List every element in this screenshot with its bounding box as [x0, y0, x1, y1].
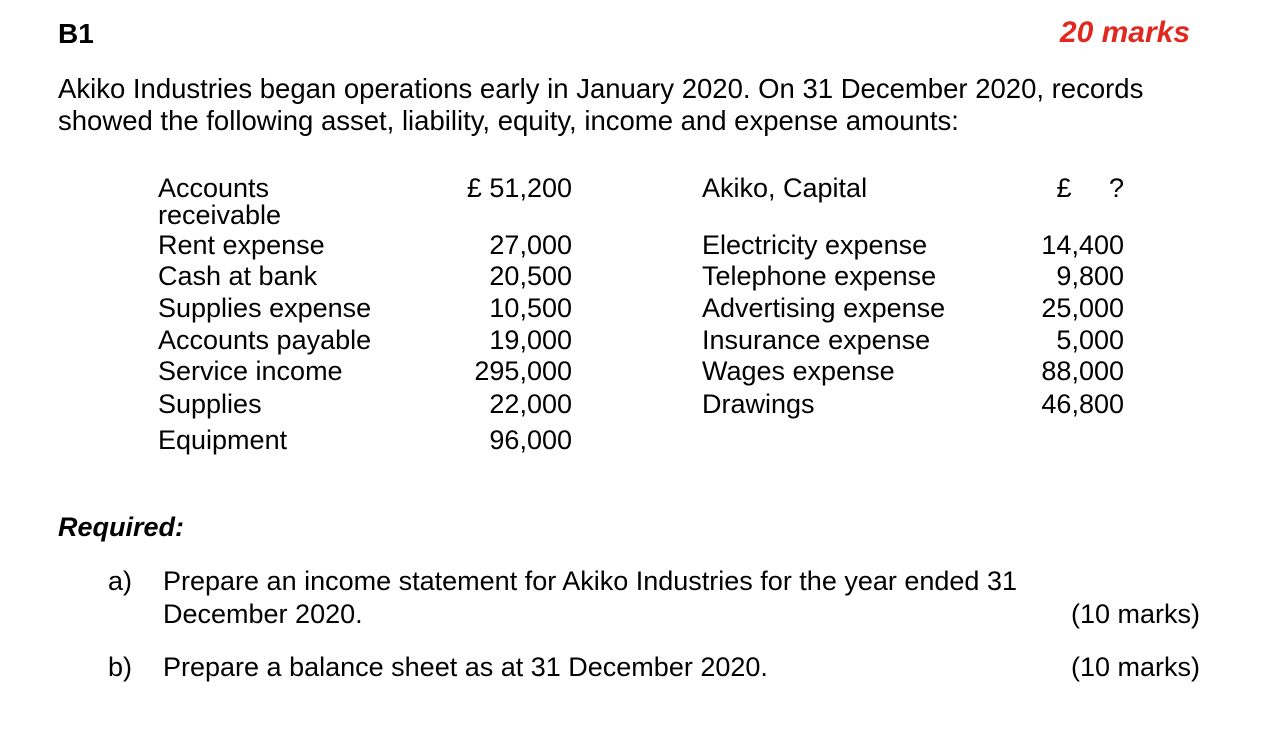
account-value: 10,500	[489, 293, 572, 323]
account-value: 5,000	[1056, 325, 1124, 355]
question-number: B1	[58, 18, 94, 49]
question-letter: b)	[108, 652, 133, 682]
question-marks: (10 marks)	[1070, 652, 1200, 682]
intro-paragraph: Akiko Industries began operations early in January 2020. On 31 December 2020, records showed the following asset, liability, equity, income and expense amounts:	[58, 73, 1144, 136]
account-value: £ 51,200	[466, 173, 572, 203]
account-label: Service income	[158, 356, 343, 386]
account-value: 14,400	[1041, 230, 1124, 260]
account-label: Insurance expense	[702, 325, 931, 355]
account-value: 25,000	[1041, 293, 1124, 323]
account-label: Supplies	[158, 389, 262, 419]
account-value: 46,800	[1041, 389, 1124, 419]
account-value: 96,000	[489, 425, 572, 455]
account-label: Akiko, Capital	[702, 173, 868, 203]
account-label: Electricity expense	[702, 230, 928, 260]
account-label: Telephone expense	[702, 261, 937, 291]
question-text: Prepare a balance sheet as at 31 December 2020.	[163, 652, 768, 682]
required-heading: Required:	[58, 512, 185, 542]
account-label: Wages expense	[702, 356, 895, 386]
account-value: 22,000	[489, 389, 572, 419]
account-value: 9,800	[1056, 261, 1124, 291]
account-value: 20,500	[489, 261, 572, 291]
account-label: receivable	[158, 200, 282, 230]
account-value: £ ?	[1056, 173, 1124, 203]
account-label: Drawings	[702, 389, 815, 419]
account-value: 19,000	[489, 325, 572, 355]
account-label: Cash at bank	[158, 261, 318, 291]
account-label: Accounts payable	[158, 325, 372, 355]
question-text: Prepare an income statement for Akiko Industries for the year ended 31	[163, 566, 1017, 596]
account-label: Supplies expense	[158, 293, 372, 323]
account-value: 27,000	[489, 230, 572, 260]
question-text-continued: December 2020.	[163, 599, 363, 629]
total-marks: 20 marks	[1059, 16, 1190, 49]
account-label: Equipment	[158, 425, 288, 455]
account-value: 88,000	[1041, 356, 1124, 386]
account-label: Rent expense	[158, 230, 325, 260]
question-letter: a)	[108, 566, 133, 596]
account-label: Advertising expense	[702, 293, 946, 323]
question-marks: (10 marks)	[1070, 599, 1200, 629]
account-value: 295,000	[474, 356, 572, 386]
account-label: Accounts	[158, 173, 270, 203]
